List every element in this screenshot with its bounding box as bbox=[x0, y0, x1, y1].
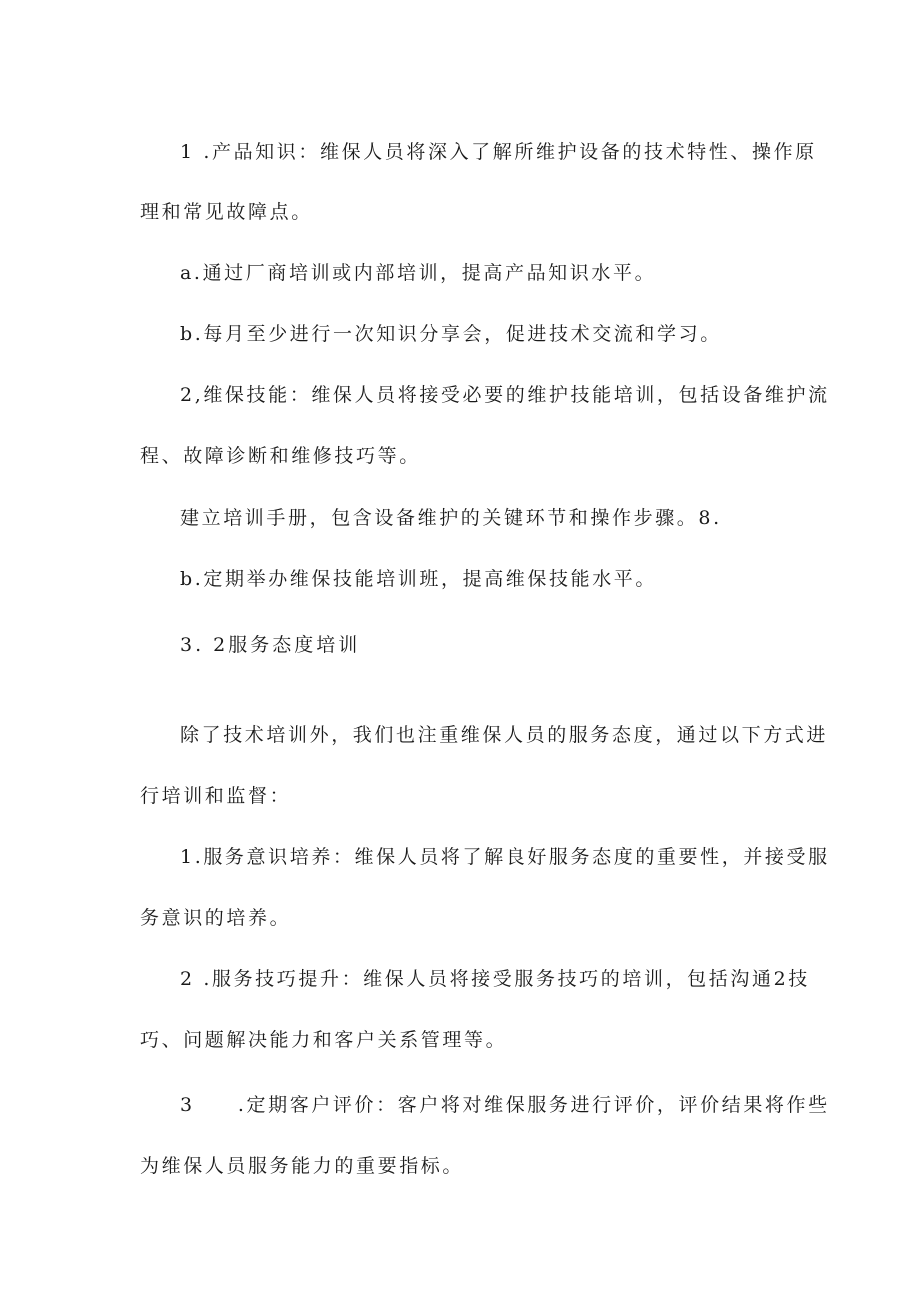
paragraph-service-skills-line-2: 巧、问题解决能力和客户关系管理等。 bbox=[140, 1029, 508, 1051]
paragraph-service-intro-line-2: 行培训和监督： bbox=[140, 785, 292, 807]
paragraph-maintenance-skills-line-2: 程、故障诊断和维修技巧等。 bbox=[140, 445, 421, 467]
paragraph-service-intro-line-1: 除了技术培训外，我们也注重维保人员的服务态度，通过以下方式进 bbox=[180, 724, 829, 746]
paragraph-product-knowledge-line-1: 1 .产品知识：维保人员将深入了解所维护设备的技术特性、操作原 bbox=[180, 141, 817, 163]
section-heading-service-attitude: 3. 2服务态度培训 bbox=[180, 634, 361, 656]
paragraph-maintenance-skills-line-1: 2,维保技能：维保人员将接受必要的维护技能培训，包括设备维护流 bbox=[180, 384, 830, 406]
paragraph-customer-evaluation-line-2: 为维保人员服务能力的重要指标。 bbox=[140, 1155, 465, 1177]
paragraph-product-knowledge-line-2: 理和常见故障点。 bbox=[140, 201, 313, 223]
paragraph-service-awareness-line-1: 1.服务意识培养：维保人员将了解良好服务态度的重要性，并接受服 bbox=[180, 846, 830, 868]
list-item-b-skills-class: b.定期举办维保技能培训班，提高维保技能水平。 bbox=[180, 568, 658, 590]
list-item-b-knowledge-sharing: b.每月至少进行一次知识分享会，促进技术交流和学习。 bbox=[180, 323, 722, 345]
list-item-a-vendor-training: a.通过厂商培训或内部培训，提高产品知识水平。 bbox=[180, 262, 657, 284]
paragraph-service-skills-line-1: 2 .服务技巧提升：维保人员将接受服务技巧的培训，包括沟通2技 bbox=[180, 968, 810, 990]
paragraph-customer-evaluation-line-1: 3 .定期客户评价：客户将对维保服务进行评价，评价结果将作些 bbox=[180, 1094, 830, 1116]
list-item-training-manual: 建立培训手册，包含设备维护的关键环节和操作步骤。8. bbox=[180, 507, 722, 529]
paragraph-service-awareness-line-2: 务意识的培养。 bbox=[140, 907, 292, 929]
